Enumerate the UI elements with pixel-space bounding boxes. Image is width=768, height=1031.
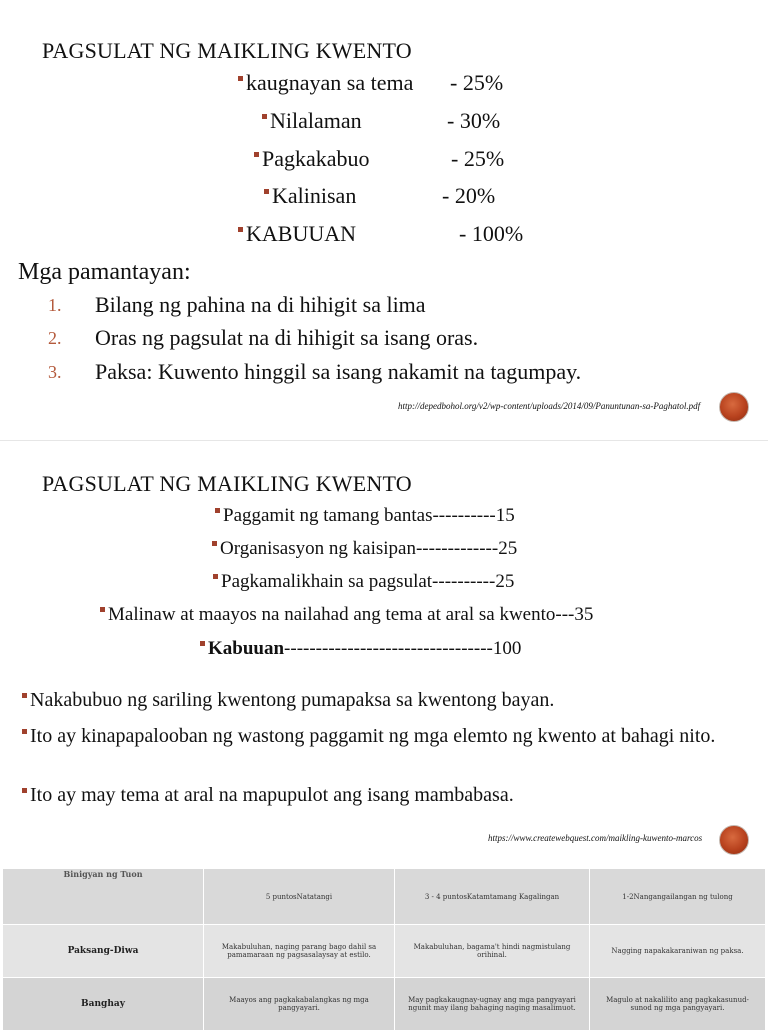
bullet-icon (22, 693, 27, 698)
standard-number: 2. (48, 328, 62, 348)
criterion-score: - 30% (447, 108, 501, 133)
criterion-label: Nilalaman (270, 108, 362, 133)
total-label: Kabuuan (208, 638, 285, 659)
criterion-label: Pagkakabuo (262, 146, 370, 171)
standard-number: 1. (48, 295, 62, 315)
criterion-item (215, 505, 515, 527)
table-cell: Nagging napakakaraniwan ng paksa. (590, 925, 766, 978)
standards-heading: Mga pamantayan: (18, 259, 191, 285)
point-text: Ito ay kinapapalooban ng wastong paggamit ng mga elemto ng kwento at bahagi nito. (30, 725, 716, 747)
bullet-icon (213, 574, 218, 579)
criterion-label: kaugnayan sa tema (246, 70, 414, 95)
criterion-text: Pagkamalikhain sa pagsulat----------25 (221, 571, 515, 592)
table-corner-cell: Binigyan ng Tuon (3, 869, 204, 925)
table-row (3, 978, 766, 1031)
source-link[interactable]: http://depedbohol.org/v2/wp-content/uploads/2014/09/Panuntunan-sa-Paghatol.pdf (398, 401, 701, 411)
standard-text: Oras ng pagsulat na di hihigit sa isang oras. (95, 325, 479, 350)
column-header: 1-2Nangangailangan ng tulong (590, 869, 766, 925)
point-text: Ito ay may tema at aral na mapupulot ang isang mambabasa. (30, 784, 514, 806)
column-header: 3 - 4 puntosKatamtamang Kagalingan (395, 869, 590, 925)
row-header: Banghay (3, 978, 204, 1031)
criterion-item (213, 571, 514, 593)
source-link[interactable]: https://www.createwebquest.com/maikling-kuwento-marcos (488, 833, 703, 843)
criterion-score: - 25% (451, 146, 505, 171)
table-cell: Makabuluhan, naging parang bago dahil sa pamamaraan ng pagsasalaysay at estilo. (204, 925, 395, 978)
table-header-row (3, 869, 766, 925)
criterion-text: Malinaw at maayos na nailahad ang tema at aral sa kwento---35 (108, 604, 594, 625)
criterion-score: - 20% (442, 183, 496, 208)
table-cell: Maayos ang pagkakabalangkas ng mga pangyayari. (204, 978, 395, 1031)
bullet-icon (212, 541, 217, 546)
slide-1-title: PAGSULAT NG MAIKLING KWENTO (42, 38, 412, 63)
criterion-text: Paggamit ng tamang bantas----------15 (223, 505, 515, 526)
criterion-score: - 100% (459, 221, 524, 246)
bullet-icon (22, 729, 27, 734)
total-value: ---------------------------------100 (284, 638, 522, 659)
standard-number: 3. (48, 362, 62, 382)
bullet-icon (215, 508, 220, 513)
standard-text: Bilang ng pahina na di hihigit sa lima (95, 292, 426, 317)
slide-2-title: PAGSULAT NG MAIKLING KWENTO (42, 471, 412, 496)
point-item (22, 783, 722, 807)
total-item (200, 638, 521, 660)
criterion-item (212, 538, 517, 560)
table-cell: Magulo at nakalilito ang pagkakasunud-sunod ng mga pangyayari. (590, 978, 766, 1031)
criterion-item (100, 604, 593, 626)
bullet-icon (22, 788, 27, 793)
bullet-icon (100, 607, 105, 612)
criterion-label: KABUUAN (246, 221, 356, 246)
accent-circle-icon (719, 825, 749, 855)
standard-text: Paksa: Kuwento hinggil sa isang nakamit na tagumpay. (95, 359, 582, 384)
rubric-table (2, 868, 766, 1031)
table-cell: Makabuluhan, bagama't hindi nagmistulang orihinal. (395, 925, 590, 978)
bullet-icon (200, 641, 205, 646)
table-cell: May pagkakaugnay-ugnay ang mga pangyayari ngunit may ilang bahaging naging masalimuot. (395, 978, 590, 1031)
column-header: 5 puntosNatatangi (204, 869, 395, 925)
point-item (22, 688, 722, 712)
table-row (3, 925, 766, 978)
point-item (22, 724, 722, 748)
criterion-score: - 25% (450, 70, 504, 95)
criterion-label: Kalinisan (272, 183, 357, 208)
criterion-text: Organisasyon ng kaisipan-------------25 (220, 538, 518, 559)
row-header: Paksang-Diwa (3, 925, 204, 978)
point-text: Nakabubuo ng sariling kwentong pumapaksa sa kwentong bayan. (30, 689, 555, 711)
